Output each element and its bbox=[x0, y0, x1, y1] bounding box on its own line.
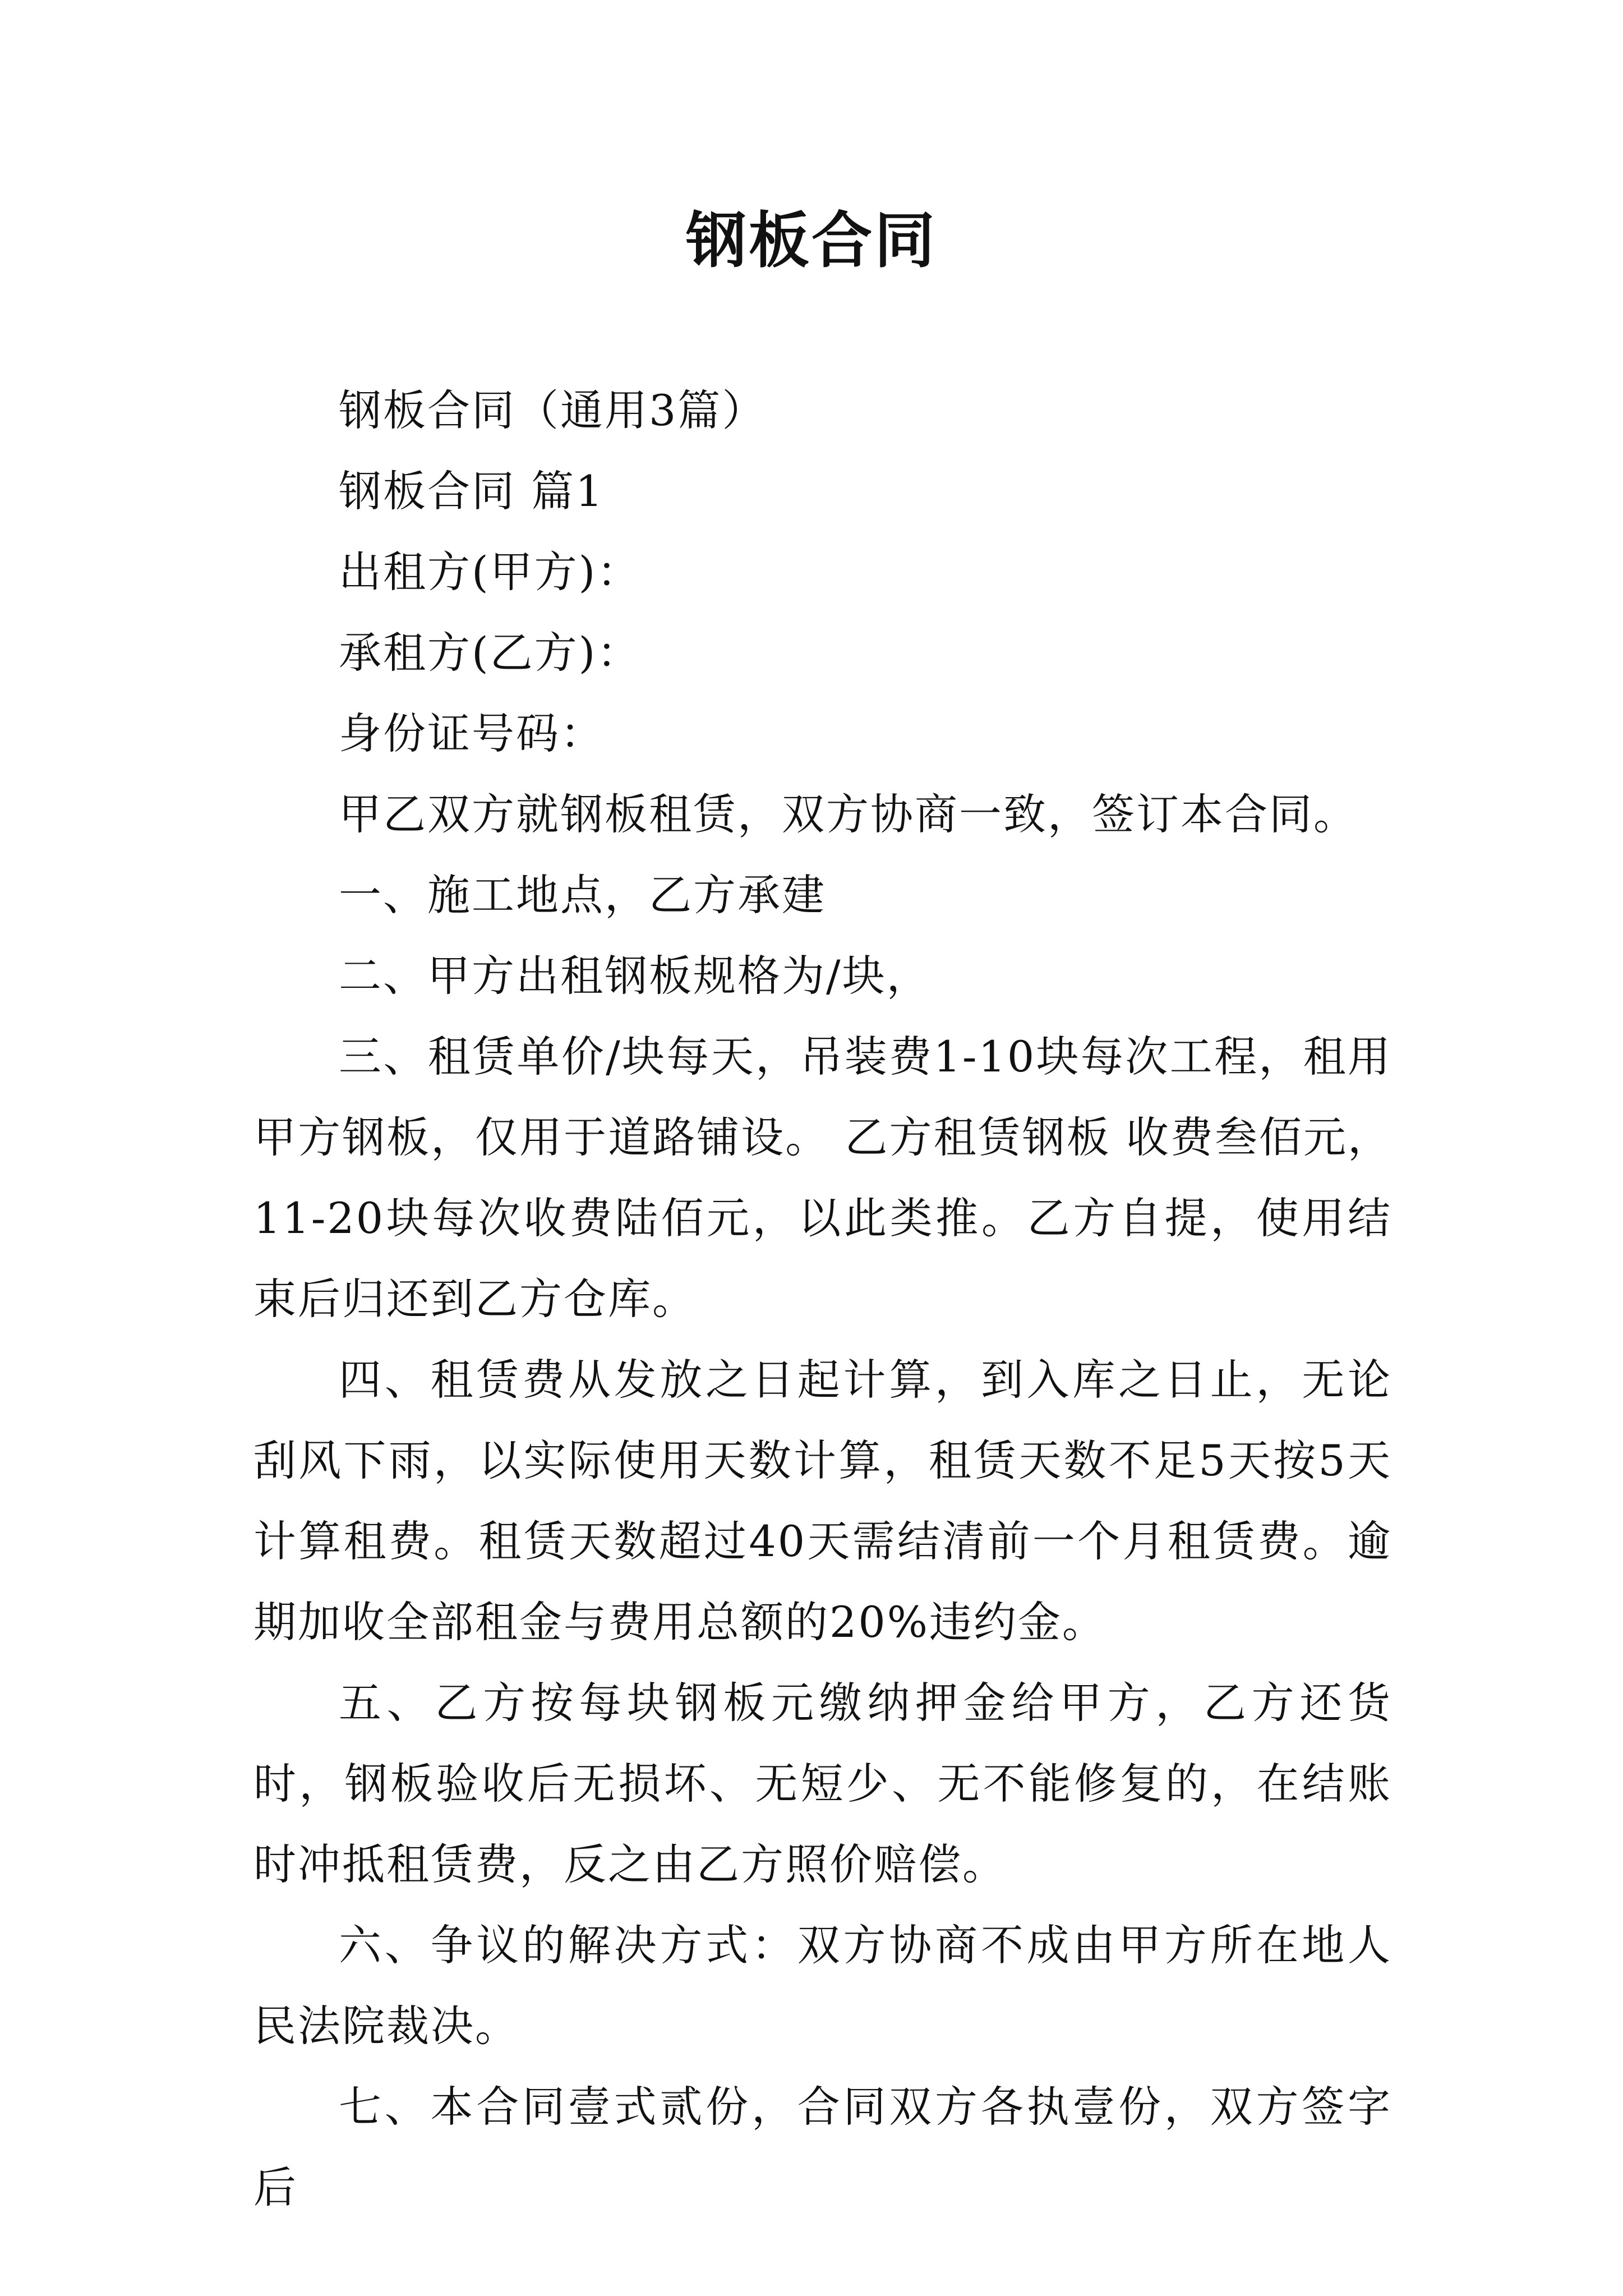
clause-4: 四、租赁费从发放之日起计算，到入库之日止，无论刮风下雨，以实际使用天数计算，租赁天数不足5天按5天计算租费。租赁天数超过40天需结清前一个月租赁费。逾期加收全部租金与费用总额的20%违约金。 bbox=[253, 1355, 1392, 1647]
clause-3: 三、租赁单价/块每天，吊装费1-10块每次工程，租用甲方钢板，仅用于道路铺设。 乙方租赁钢板 收费叁佰元，11-20块每次收费陆佰元，以此类推。乙方自提，使用结束后归还到乙方仓库。 bbox=[253, 1032, 1392, 1324]
clause-5: 五、乙方按每块钢板元缴纳押金给甲方，乙方还货时，钢板验收后无损坏、无短少、无不能修复的，在结账时冲抵租赁费，反之由乙方照价赔偿。 bbox=[253, 1678, 1392, 1889]
document-title: 钢板合同 bbox=[685, 206, 937, 276]
paragraph-id-number: 身份证号码： bbox=[339, 708, 605, 758]
document-body bbox=[253, 370, 1392, 2228]
paragraph-section-title: 钢板合同 篇1 bbox=[339, 466, 605, 516]
paragraph-intro: 甲乙双方就钢板租赁，双方协商一致，签订本合同。 bbox=[339, 789, 1358, 839]
clause-6: 六、争议的解决方式：双方协商不成由甲方所在地人民法院裁决。 bbox=[253, 1920, 1392, 2051]
paragraph-lessee: 承租方(乙方)： bbox=[339, 628, 642, 678]
paragraph-lessor: 出租方(甲方)： bbox=[339, 547, 642, 597]
clause-7: 七、本合同壹式贰份，合同双方各执壹份，双方签字后 bbox=[253, 2082, 1392, 2212]
clause-2: 二、甲方出租钢板规格为/块， bbox=[339, 951, 931, 1001]
clause-1: 一、施工地点，乙方承建 bbox=[339, 870, 826, 920]
paragraph-heading: 钢板合同（通用3篇） bbox=[339, 385, 767, 435]
